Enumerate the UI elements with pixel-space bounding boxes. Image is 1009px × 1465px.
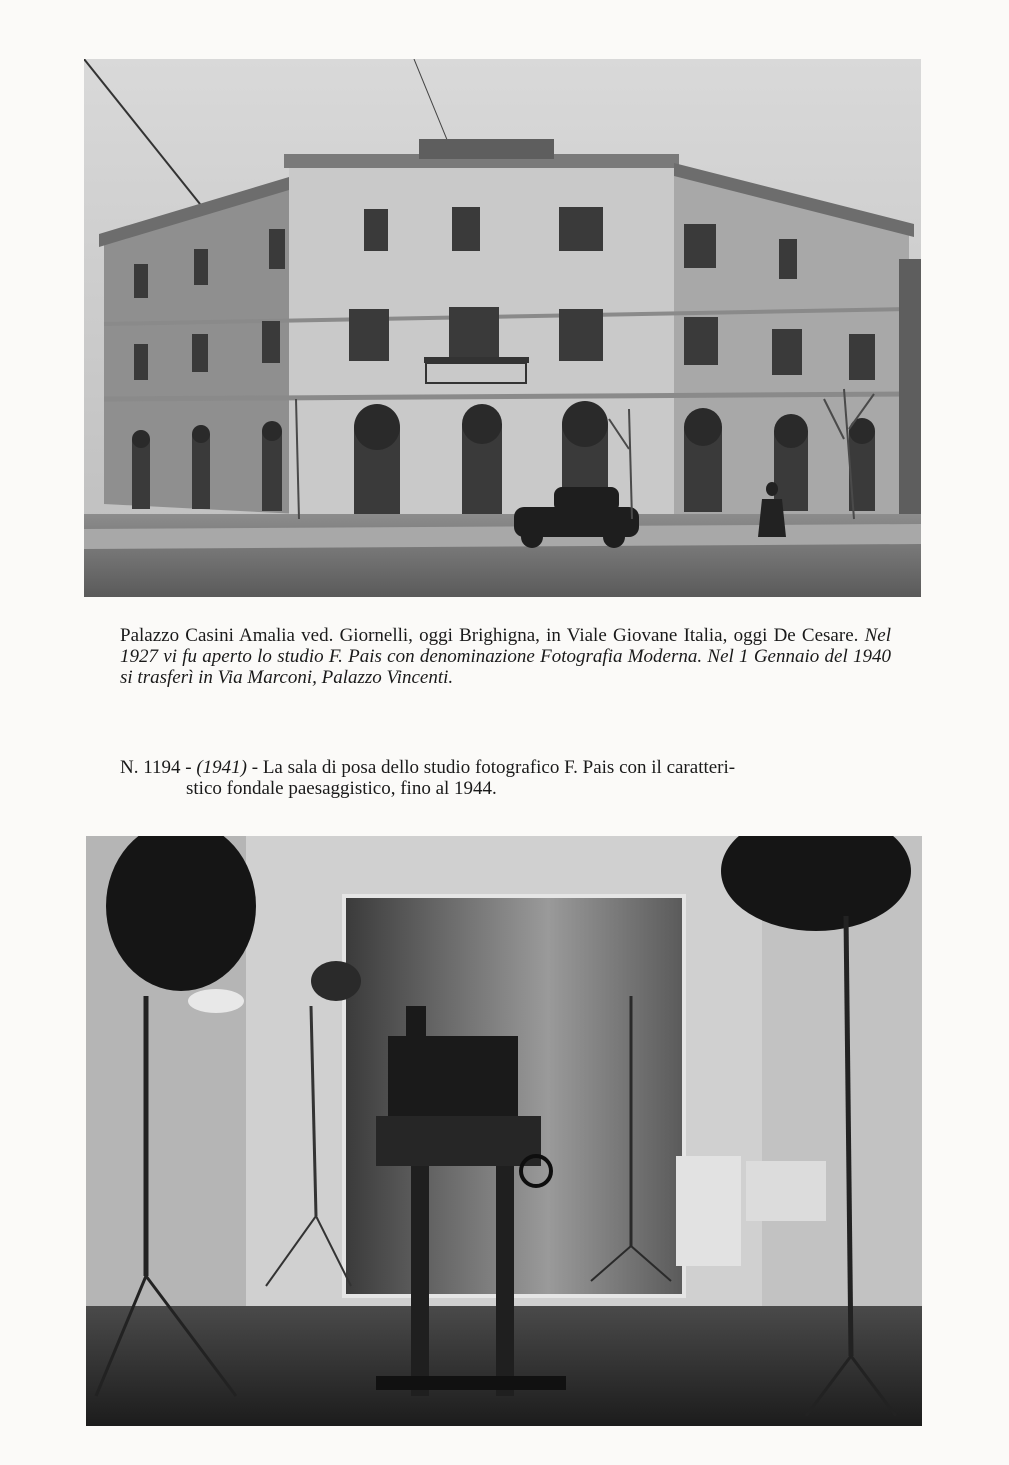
caption-top-italic-text: Nel 1927 vi fu aperto lo studio F. Pais con denominazione Fotografia Moderna. Nel 1 Gennaio del 1940 si trasferì in Via Marconi, Palazzo Vincenti. (120, 625, 892, 688)
caption-year: (1941) (196, 757, 247, 778)
caption-top-text: Palazzo Casini Amalia ved. Giornelli, oggi Brighigna, in Viale Giovane Italia, oggi De Cesare. (120, 625, 859, 646)
building-illustration (84, 59, 921, 597)
caption-number: N. 1194 - (120, 757, 192, 778)
building-photo (84, 59, 921, 597)
studio-caption (120, 757, 891, 799)
caption-bottom-line2: stico fondale paesaggistico, fino al 1944. (186, 778, 497, 799)
studio-illustration (86, 836, 922, 1426)
caption-bottom-line1: - La sala di posa dello studio fotografico F. Pais con il caratteri- (251, 757, 736, 778)
studio-photo (86, 836, 922, 1426)
building-caption (120, 625, 891, 688)
